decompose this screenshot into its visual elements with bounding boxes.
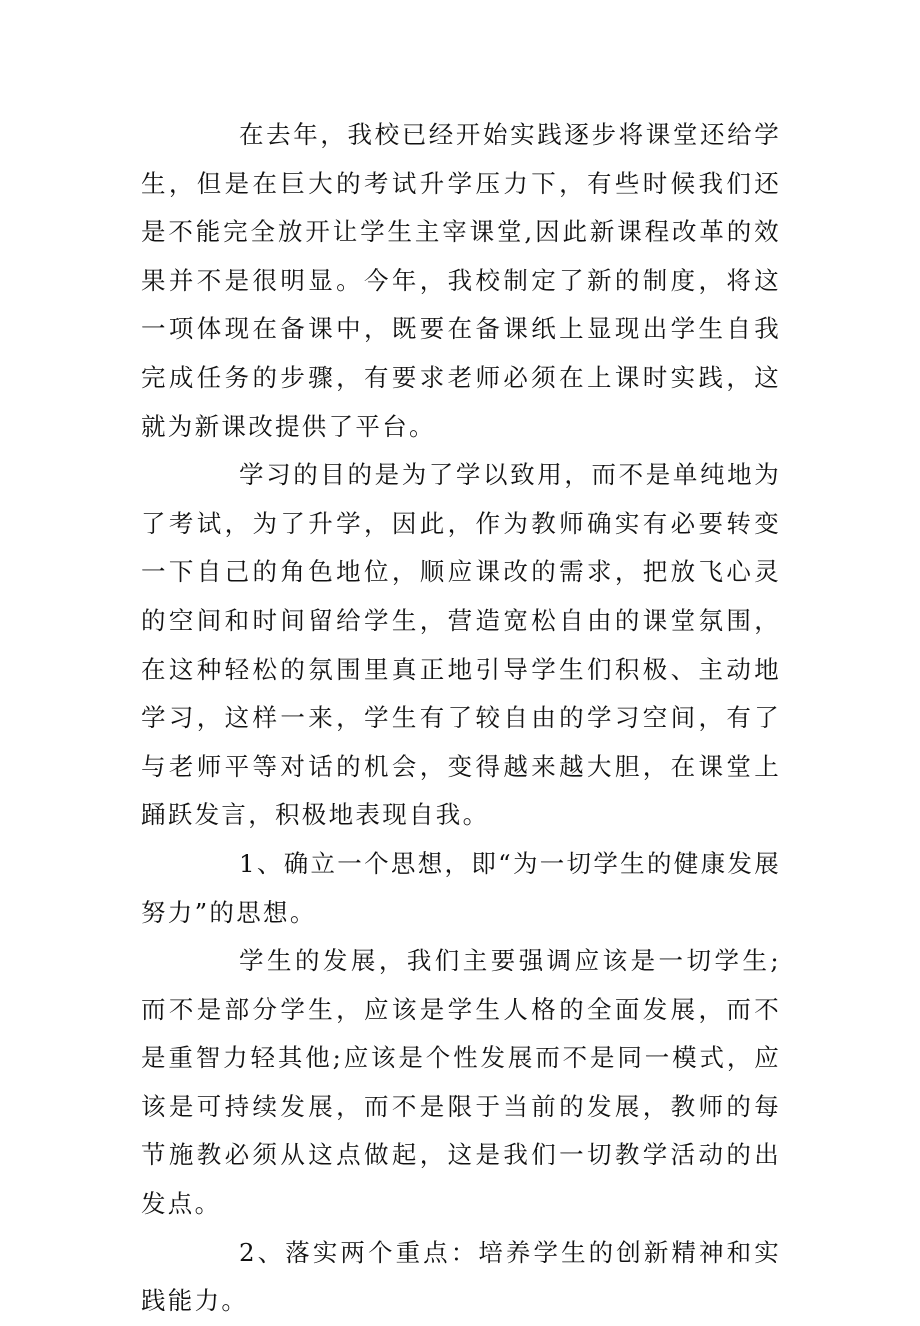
paragraph-student-development: 学生的发展，我们主要强调应该是一切学生;而不是部分学生，应该是学生人格的全面发展，而不是重智力轻其他;应该是个性发展而不是同一模式，应该是可持续发展，而不是限于当前的发展，教师的每节施教必须从这点做起，这是我们一切教学活动的出发点。 [141, 946, 781, 1219]
paragraph-point-2: 2、落实两个重点：培养学生的创新精神和实践能力。 [141, 1237, 781, 1316]
paragraph-intro: 在去年，我校已经开始实践逐步将课堂还给学生，但是在巨大的考试升学压力下，有些时候我们还是不能完全放开让学生主宰课堂,因此新课程改革的效果并不是很明显。今年，我校制定了新的制度，将这一项体现在备课中，既要在备课纸上显现出学生自我完成任务的步骤，有要求老师必须在上课时实践，这就为新课改提供了平台。 [141, 120, 781, 441]
document-body [141, 111, 781, 1326]
paragraph-point-1: 1、确立一个思想，即“为一切学生的健康发展努力”的思想。 [141, 848, 781, 927]
paragraph-learning-purpose: 学习的目的是为了学以致用，而不是单纯地为了考试，为了升学，因此，作为教师确实有必要转变一下自己的角色地位，顺应课改的需求，把放飞心灵的空间和时间留给学生，营造宽松自由的课堂氛围，在这种轻松的氛围里真正地引导学生们积极、主动地学习，这样一来，学生有了较自由的学习空间，有了与老师平等对话的机会，变得越来越大胆，在课堂上踊跃发言，积极地表现自我。 [141, 460, 781, 830]
